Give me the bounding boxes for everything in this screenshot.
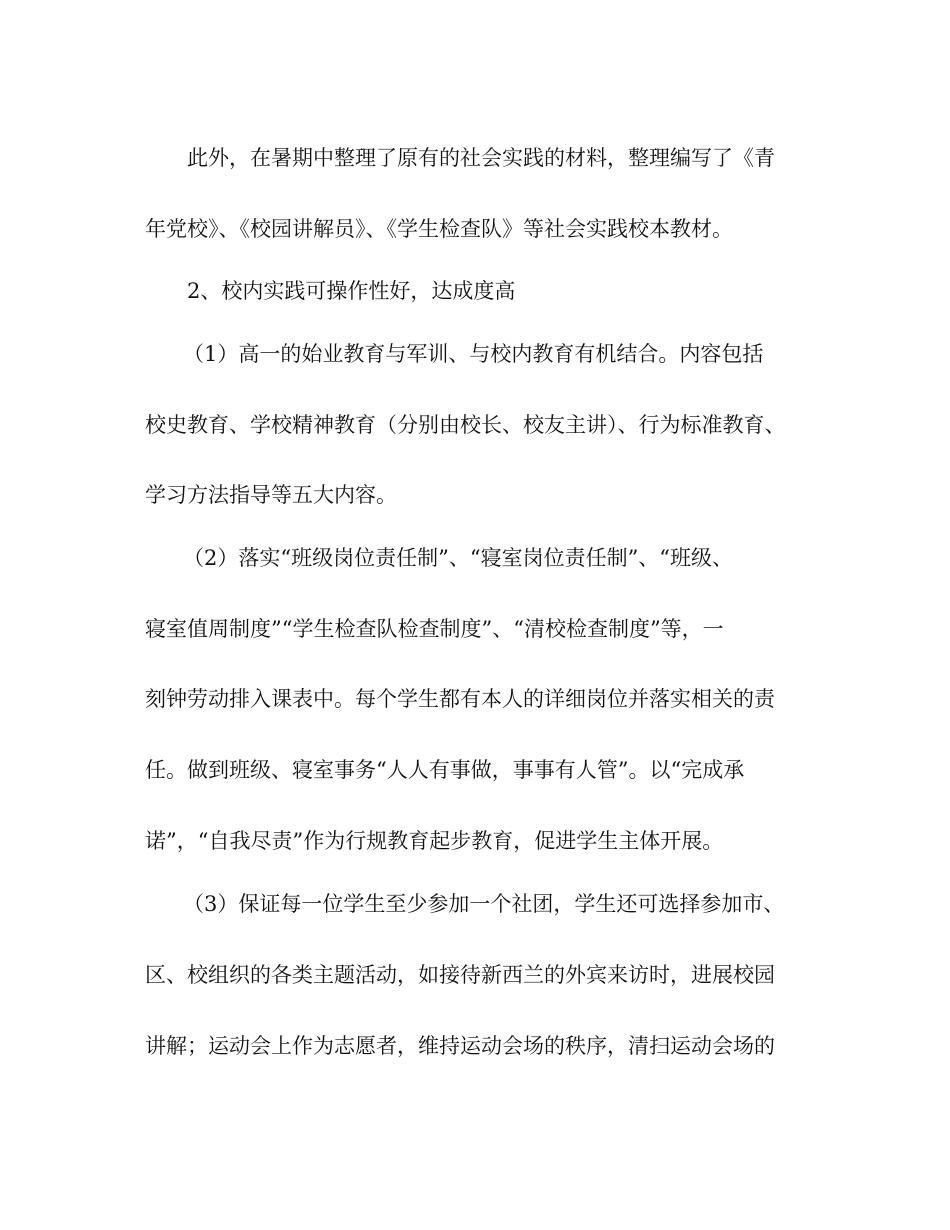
section-heading: 2、校内实践可操作性好，达成度高 (187, 279, 516, 303)
paragraph-line-6: 学习方法指导等五大内容。 (145, 483, 397, 507)
paragraph-line-1: 此外，在暑期中整理了原有的社会实践的材料，整理编写了《青 (187, 146, 775, 170)
paragraph-line-13: 区、校组织的各类主题活动，如接待新西兰的外宾来访时，进展校园 (145, 963, 775, 987)
paragraph-line-9: 刻钟劳动排入课表中。每个学生都有本人的详细岗位并落实相关的责 (145, 687, 775, 711)
paragraph-line-10: 任。做到班级、寝室事务“人人有事做，事事有人管”。以“完成承 (145, 758, 745, 782)
paragraph-line-8: 寝室值周制度”“学生检查队检查制度”、“清校检查制度”等，一 (145, 617, 724, 641)
paragraph-line-2: 年党校》、《校园讲解员》、《学生检查队》等社会实践校本教材。 (145, 217, 733, 241)
paragraph-line-5: 校史教育、学校精神教育（分别由校长、校友主讲）、行为标准教育、 (145, 413, 786, 437)
paragraph-line-12: （3）保证每一位学生至少参加一个社团，学生还可选择参加市、 (183, 892, 785, 916)
paragraph-line-4: （1）高一的始业教育与军训、与校内教育有机结合。内容包括 (183, 342, 764, 366)
paragraph-line-11: 诺”，“自我尽责”作为行规教育起步教育，促进学生主体开展。 (145, 829, 724, 853)
paragraph-line-14: 讲解；运动会上作为志愿者，维持运动会场的秩序，清扫运动会场的 (145, 1034, 775, 1058)
paragraph-line-7: （2）落实“班级岗位责任制”、“寝室岗位责任制”、“班级、 (183, 546, 734, 570)
